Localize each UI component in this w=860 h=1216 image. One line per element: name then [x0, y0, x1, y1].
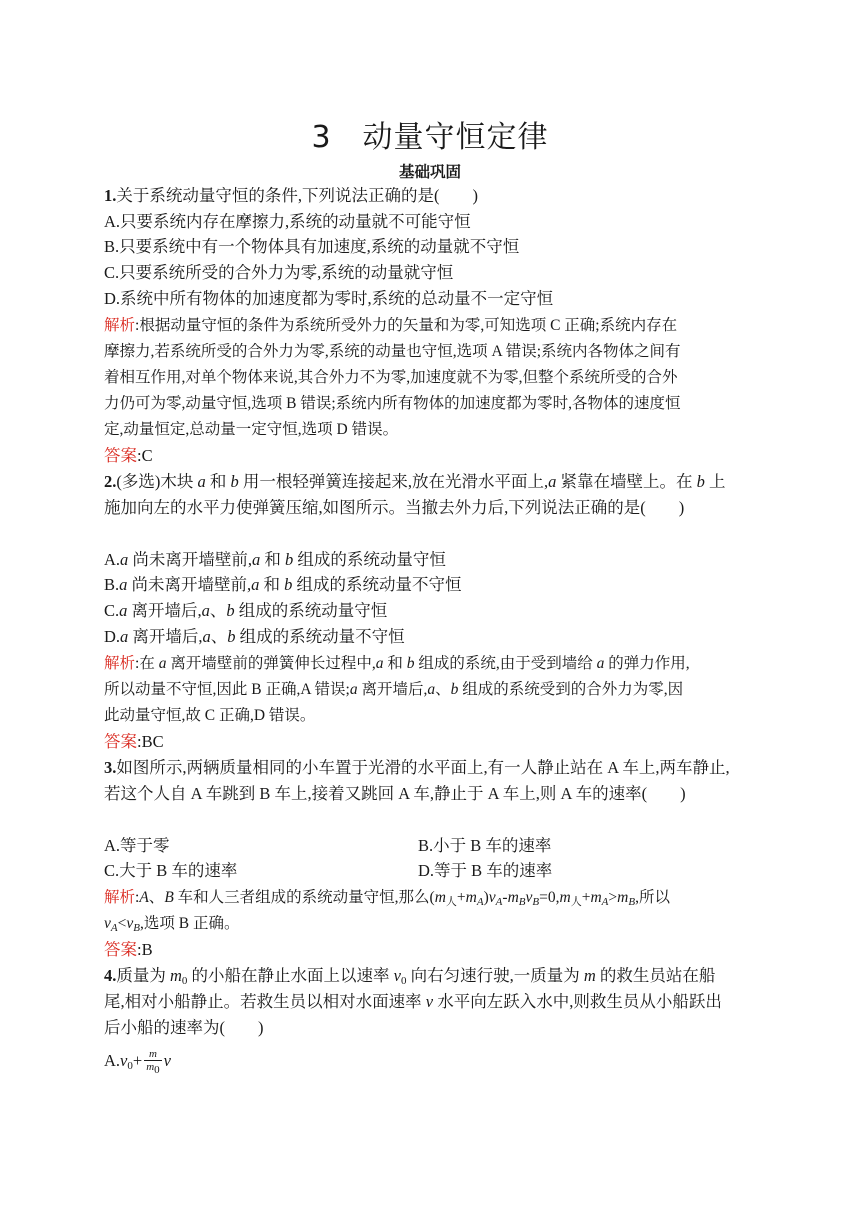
page-title: 3 动量守恒定律: [311, 120, 549, 155]
analysis-label: 解析: [104, 317, 136, 334]
q1-answer: 答案:C: [104, 446, 153, 465]
q1-analysis-line: 着相互作用,对单个物体来说,其合外力不为零,加速度就不为零,但整个系统所受的合外: [104, 369, 678, 386]
q1-stem: 1.关于系统动量守恒的条件,下列说法正确的是( ): [104, 186, 478, 205]
q4-stem-line: 后小船的速率为( ): [104, 1018, 264, 1037]
q2-stem-line: 2.(多选)木块 a 和 b 用一根轻弹簧连接起来,放在光滑水平面上,a 紧靠在墙壁上。在 b 上: [104, 472, 726, 491]
q3-analysis-line: $v_A<v_B$,选项 B 正确。: [104, 915, 240, 934]
section-heading: 基础巩固: [398, 163, 461, 181]
q2-stem-line: 施加向左的水平力使弹簧压缩,如图所示。当撤去外力后,下列说法正确的是( ): [104, 498, 685, 517]
q2-option-c: C.a 离开墙后,a、b 组成的系统动量守恒: [104, 601, 388, 620]
q1-analysis-line: 力仍可为零,动量守恒,选项 B 错误;系统内所有物体的加速度都为零时,各物体的速度恒: [104, 395, 681, 412]
q2-analysis-line: 解析:在 a 离开墙壁前的弹簧伸长过程中,a 和 b 组成的系统,由于受到墙给 a 的弹力作用,: [104, 655, 690, 672]
q3-option-row: [104, 834, 552, 858]
q3-stem-line: 3.如图所示,两辆质量相同的小车置于光滑的水平面上,有一人静止站在 A 车上,两车静止,: [104, 758, 730, 777]
q2-answer: 答案:BC: [104, 732, 164, 751]
q2-option-b: B.a 尚未离开墙壁前,a 和 b 组成的系统动量不守恒: [104, 575, 462, 594]
q1-analysis-line: 定,动量恒定,总动量一定守恒,选项 D 错误。: [104, 421, 399, 438]
answer-label: 答案: [104, 732, 137, 751]
q3-stem-line: 若这个人自 A 车跳到 B 车上,接着又跳回 A 车,静止于 A 车上,则 A 车的速率( ): [104, 784, 686, 803]
q1-option-b: B.只要系统中有一个物体具有加速度,系统的动量就不守恒: [104, 237, 520, 256]
analysis-label: 解析: [104, 655, 136, 672]
q2-analysis-line: 所以动量不守恒,因此 B 正确,A 错误;a 离开墙后,a、b 组成的系统受到的合外力为零,因: [104, 681, 684, 698]
q4-stem-line: 4.质量为 $m_0$ 的小船在静止水面上以速率 $v_0$ 向右匀速行驶,一质量为 m 的救生员站在船: [104, 966, 716, 987]
answer-label: 答案: [104, 940, 137, 959]
q3-option-c: C.大于 B 车的速率: [104, 861, 238, 880]
q1-analysis-line: 摩擦力,若系统所受的合外力为零,系统的动量也守恒,选项 A 错误;系统内各物体之间有: [104, 343, 681, 360]
q1-option-d: D.系统中所有物体的加速度都为零时,系统的总动量不一定守恒: [104, 289, 554, 308]
q4-stem-line: 尾,相对小船静止。若救生员以相对水面速率 v 水平向左跃入水中,则救生员从小船跃出: [104, 992, 722, 1011]
q3-option-row: [104, 859, 553, 883]
q3-option-d: D.等于 B 车的速率: [418, 861, 553, 880]
q1-analysis-line: 解析:根据动量守恒的条件为系统所受外力的矢量和为零,可知选项 C 正确;系统内存在: [104, 317, 678, 334]
q3-answer: 答案:B: [104, 940, 153, 959]
q3-option-b: B.小于 B 车的速率: [418, 836, 552, 855]
q2-option-d: D.a 离开墙后,a、b 组成的系统动量不守恒: [104, 627, 405, 646]
q1-option-a: A.只要系统内存在摩擦力,系统的动量就不可能守恒: [104, 212, 471, 231]
answer-label: 答案: [104, 446, 137, 465]
q2-option-a: A.a 尚未离开墙壁前,a 和 b 组成的系统动量守恒: [104, 550, 446, 569]
q2-analysis-line: 此动量守恒,故 C 正确,D 错误。: [104, 707, 316, 724]
q3-analysis-line: 解析:A、B 车和人三者组成的系统动量守恒,那么$(m_人+m_A)v_A-m_Bv_B=0,m_人+m_A>m_B$,所以: [104, 889, 670, 908]
q3-option-a: A.等于零: [104, 836, 170, 855]
fraction: $\frac{m}{m_0}$: [146, 1048, 160, 1076]
q4-option-a: $A.v_0+$ $\frac{m}{m_0}$ v: [104, 1048, 171, 1076]
q1-option-c: C.只要系统所受的合外力为零,系统的动量就守恒: [104, 263, 454, 282]
analysis-label: 解析: [104, 889, 136, 906]
